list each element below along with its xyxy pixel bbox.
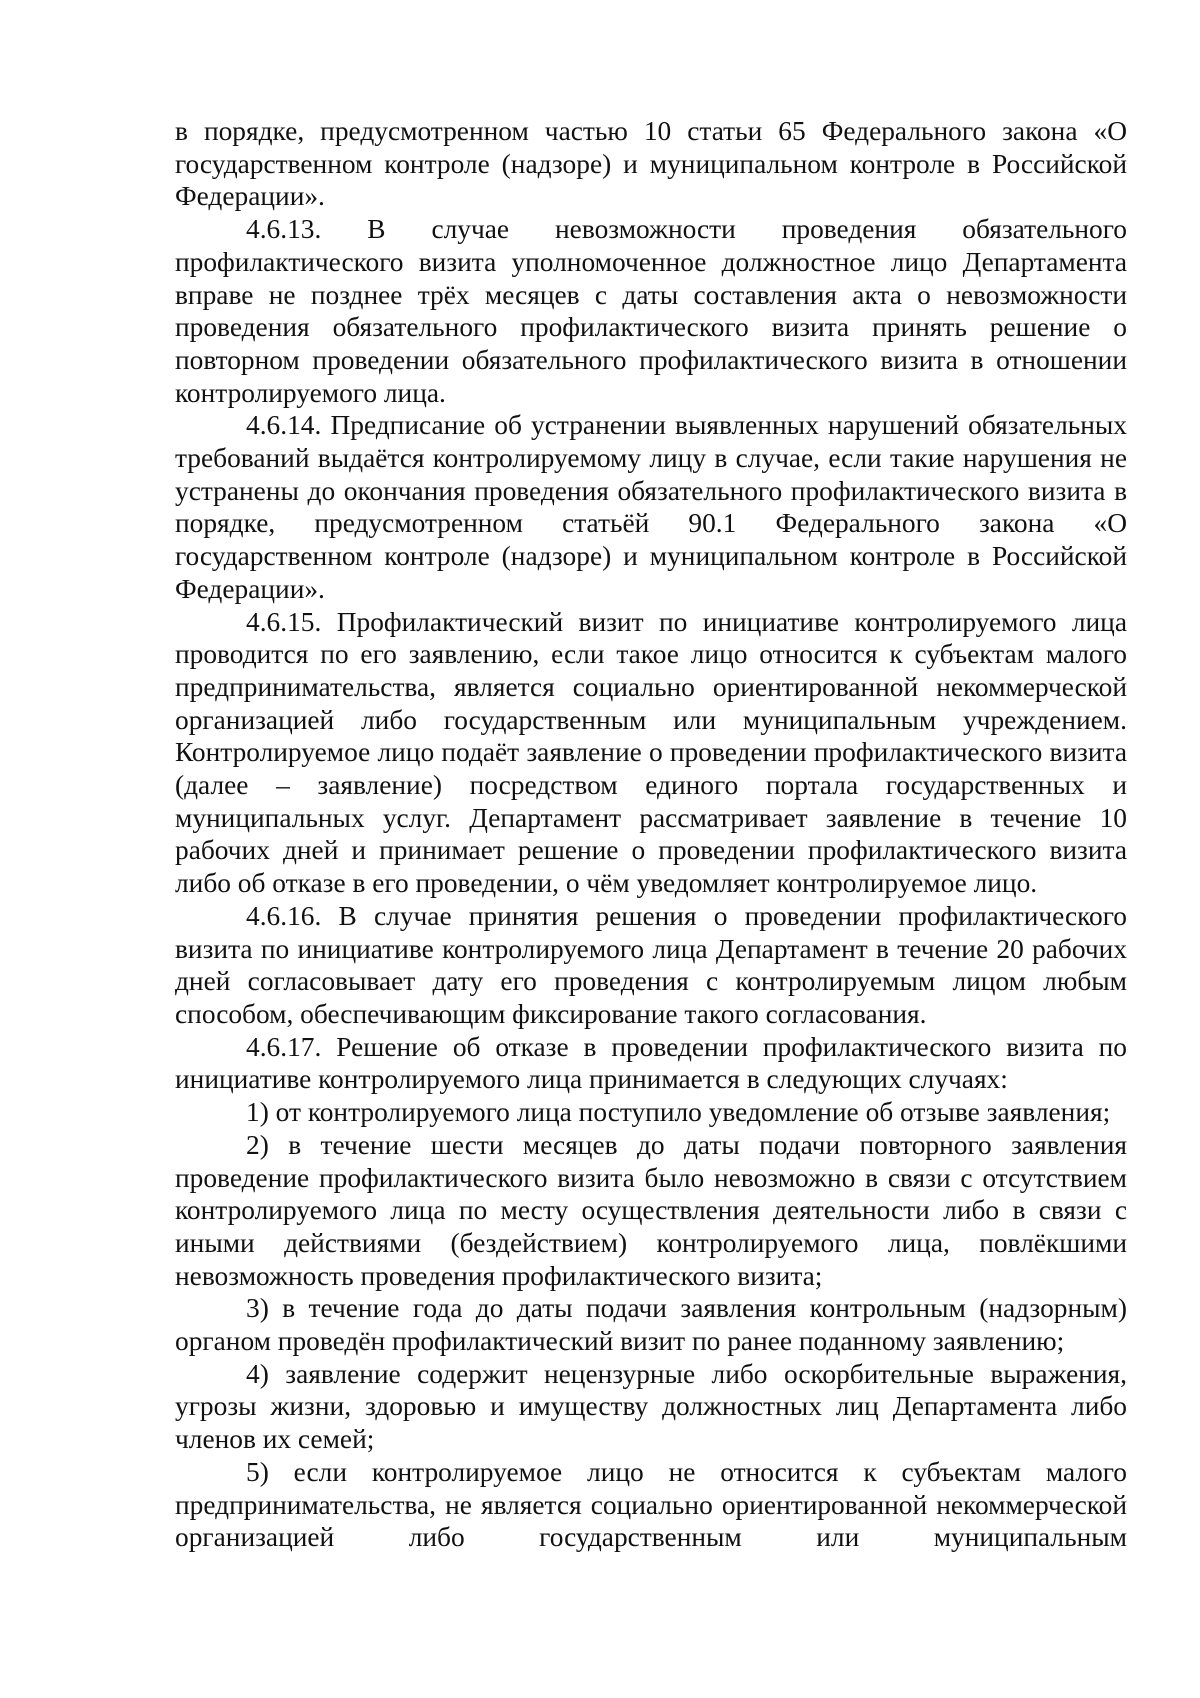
list-item-1: 1) от контролируемого лица поступило уведомление об отзыве заявления; xyxy=(246,1097,1111,1128)
list-item-2: 2) в течение шести месяцев до даты подачи повторного заявления проведение профилактического визита было невозможно в связи с отсутствием контролируемого лица по месту осуществления деятельности либо в связи с иными действиями (бездействием) контролируемого лица, повлёкшими невозможность проведения профилактического визита; xyxy=(175,1129,1127,1291)
list-item-4: 4) заявление содержит нецензурные либо оскорбительные выражения, угрозы жизни, здоровью и имуществу должностных лиц Департамента либо членов их семей; xyxy=(175,1358,1127,1455)
clause-4-6-15: 4.6.15. Профилактический визит по инициативе контролируемого лица проводится по его заявлению, если такое лицо относится к субъектам малого предпринимательства, является социально ориентированной некоммерческой организацией либо государственным или муниципальным учреждением. Контролируемое лицо подаёт заявление о проведении профилактического визита (далее – заявление) посредством единого портала государственных и муниципальных услуг. Департамент рассматривает заявление в течение 10 рабочих дней и принимает решение о проведении профилактического визита либо об отказе в его проведении, о чём уведомляет контролируемое лицо. xyxy=(175,606,1127,899)
clause-4-6-16: 4.6.16. В случае принятия решения о проведении профилактического визита по инициативе контролируемого лица Департамент в течение 20 рабочих дней согласовывает дату его проведения с контролируемым лицом любым способом, обеспечивающим фиксирование такого согласования. xyxy=(175,900,1127,1029)
clause-4-6-13: 4.6.13. В случае невозможности проведения обязательного профилактического визита уполномоченное должностное лицо Департамента вправе не позднее трёх месяцев с даты составления акта о невозможности проведения обязательного профилактического визита принять решение о повторном проведении обязательного профилактического визита в отношении контролируемого лица. xyxy=(175,214,1127,408)
clause-4-6-17: 4.6.17. Решение об отказе в проведении профилактического визита по инициативе контролируемого лица принимается в следующих случаях: xyxy=(175,1031,1127,1095)
list-item-5: 5) если контролируемое лицо не относится к субъектам малого предпринимательства, не является социально ориентированной некоммерческой организацией либо государственным или муниципальным xyxy=(175,1456,1127,1553)
document-body xyxy=(175,115,1127,1554)
paragraph-continuation: в порядке, предусмотренном частью 10 статьи 65 Федерального закона «О государственном контроле (надзоре) и муниципальном контроле в Российской Федерации». xyxy=(175,116,1127,212)
clause-4-6-14: 4.6.14. Предписание об устранении выявленных нарушений обязательных требований выдаётся контролируемому лицу в случае, если такие нарушения не устранены до окончания проведения обязательного профилактического визита в порядке, предусмотренном статьёй 90.1 Федерального закона «О государственном контроле (надзоре) и муниципальном контроле в Российской Федерации». xyxy=(175,410,1127,604)
list-item-3: 3) в течение года до даты подачи заявления контрольным (надзорным) органом проведён профилактический визит по ранее поданному заявлению; xyxy=(175,1293,1127,1357)
